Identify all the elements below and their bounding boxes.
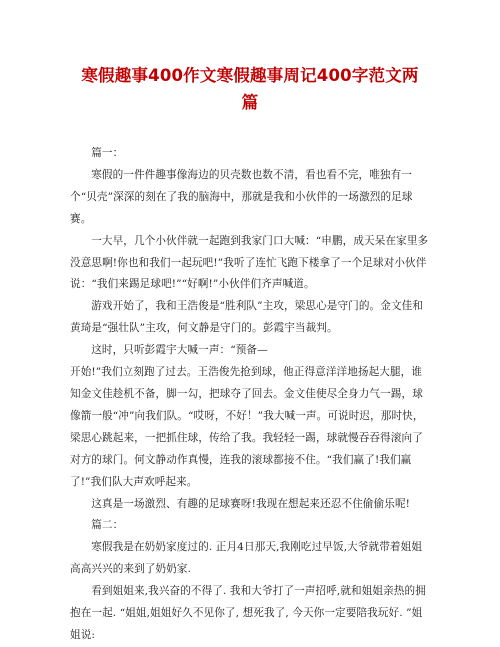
paragraph: 篇二： bbox=[91, 519, 124, 532]
paragraph: 看到姐姐来,我兴奋的不得了. 我和大爷打了一声招呼,就和姐姐亲热的拥抱在一起. “姐姐,姐姐好久不见你了, 想死我了, 今天你一定要陪我玩好. ”姐姐说: bbox=[70, 585, 426, 641]
paragraph: 一大早，几个小伙伴就一起跑到我家门口大喊：“申鹏，成天呆在家里多没意思啊!你也和我们一起玩吧!”我听了连忙飞跑下楼拿了一个足球对小伙伴说：“我们来踢足球吧!”“好啊!”小伙伴们齐声喊道。 bbox=[70, 234, 429, 291]
paragraph: 开始!”我们立刻跑了过去。王浩俊先抢到球，他正得意洋洋地扬起大腿，谁知金文佳趁机不备，脚一勾，把球夺了回去。金文佳使尽全身力气一踢，球像箭一般“冲”向我们队。“哎呀，不好！”我大喊一声。可说时迟，那时快，梁思心跳起来，一把抓住球，传给了我。我轻轻一踢，球就慢吞吞得滚向了对方的球门。何文静动作真慢，连我的滚球都接不住。“我们赢了!我们赢了!”我们队大声欢呼起来。 bbox=[70, 366, 424, 488]
paragraph: 这时，只听彭霞宇大喊一声：“预备— bbox=[91, 344, 268, 357]
paragraph: 篇一： bbox=[91, 147, 124, 159]
paragraph: 寒假的一件件趣事像海边的贝壳数也数不清，看也看不完，唯独有一个“贝壳”深深的刻在了我的脑海中，那就是我和小伙伴的一场激烈的足球赛。 bbox=[70, 168, 413, 225]
title-line-2: 篇 bbox=[241, 93, 259, 112]
title-line-1: 寒假趣事400作文寒假趣事周记400字范文两 bbox=[81, 66, 419, 85]
paragraph: 游戏开始了，我和王浩俊是“胜利队”主攻，梁思心是守门的。金文佳和黄琦是“强壮队”主攻，何文静是守门的。彭霞宇当裁判。 bbox=[70, 300, 424, 335]
paragraph: 寒假我是在奶奶家度过的. 正月4日那天,我刚吃过早饭,大爷就带着姐姐高高兴兴的来到了奶奶家. bbox=[70, 541, 423, 576]
document-title bbox=[60, 62, 440, 116]
document-body bbox=[70, 143, 432, 647]
paragraph: 这真是一场激烈、有趣的足球赛呀!我现在想起来还忍不住偷偷乐呢! bbox=[91, 497, 411, 510]
